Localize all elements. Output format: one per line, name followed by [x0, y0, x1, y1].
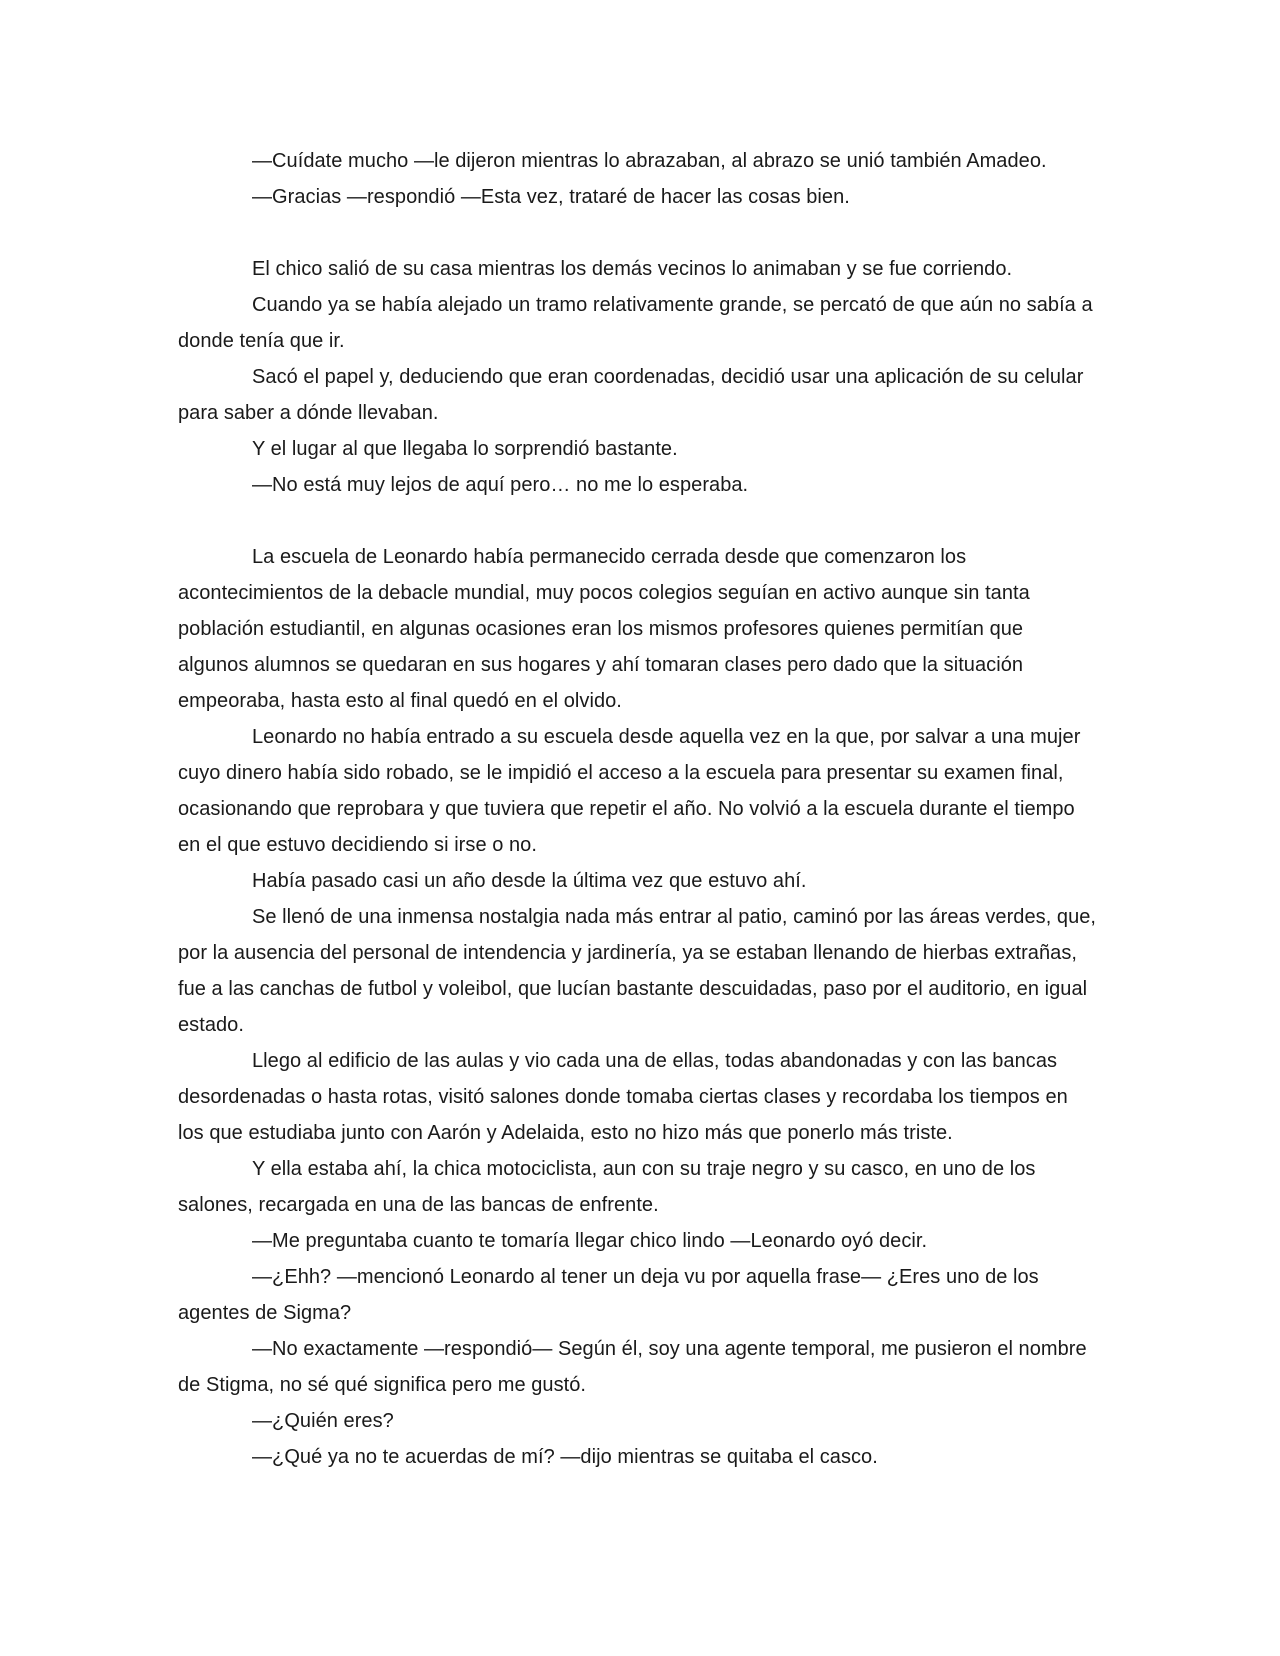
paragraph: Cuando ya se había alejado un tramo relativamente grande, se percató de que aún no sabía a donde tenía que ir.: [178, 294, 1093, 352]
paragraph: Había pasado casi un año desde la última vez que estuvo ahí.: [252, 870, 807, 892]
section-break: [178, 215, 1098, 251]
paragraph: —No exactamente —respondió— Según él, soy una agente temporal, me pusieron el nombre de Stigma, no sé qué significa pero me gustó.: [178, 1338, 1087, 1396]
paragraph: Y ella estaba ahí, la chica motociclista, aun con su traje negro y su casco, en uno de los salones, recargada en una de las bancas de enfrente.: [178, 1158, 1036, 1216]
paragraph: Se llenó de una inmensa nostalgia nada más entrar al patio, caminó por las áreas verdes, que, por la ausencia del personal de intendencia y jardinería, ya se estaban llenando de hierbas extrañas, fue a las canchas de futbol y voleibol, que lucían bastante descuidadas, paso por el auditorio, en igual estado.: [178, 906, 1097, 1036]
paragraph: —¿Ehh? —mencionó Leonardo al tener un deja vu por aquella frase— ¿Eres uno de los agentes de Sigma?: [178, 1266, 1039, 1324]
paragraph: La escuela de Leonardo había permanecido cerrada desde que comenzaron los acontecimientos de la debacle mundial, muy pocos colegios seguían en activo aunque sin tanta población estudiantil, en algunas ocasiones eran los mismos profesores quienes permitían que algunos alumnos se quedaran en sus hogares y ahí tomaran clases pero dado que la situación empeoraba, hasta esto al final quedó en el olvido.: [178, 546, 1030, 712]
body-text: [178, 143, 1098, 1475]
paragraph: —¿Quién eres?: [252, 1410, 394, 1432]
paragraph: —Gracias —respondió —Esta vez, trataré de hacer las cosas bien.: [252, 186, 850, 208]
paragraph: Y el lugar al que llegaba lo sorprendió bastante.: [252, 438, 678, 460]
section-break: [178, 503, 1098, 539]
paragraph: —Cuídate mucho —le dijeron mientras lo abrazaban, al abrazo se unió también Amadeo.: [252, 150, 1047, 172]
paragraph: —No está muy lejos de aquí pero… no me lo esperaba.: [252, 474, 749, 496]
paragraph: Llego al edificio de las aulas y vio cada una de ellas, todas abandonadas y con las bancas desordenadas o hasta rotas, visitó salones donde tomaba ciertas clases y recordaba los tiempos en los que estudiaba junto con Aarón y Adelaida, esto no hizo más que ponerlo más triste.: [178, 1050, 1068, 1144]
paragraph: El chico salió de su casa mientras los demás vecinos lo animaban y se fue corriendo.: [252, 258, 1013, 280]
paragraph: —Me preguntaba cuanto te tomaría llegar chico lindo —Leonardo oyó decir.: [252, 1230, 928, 1252]
paragraph: Leonardo no había entrado a su escuela desde aquella vez en la que, por salvar a una mujer cuyo dinero había sido robado, se le impidió el acceso a la escuela para presentar su examen final, ocasionando que reprobara y que tuviera que repetir el año. No volvió a la escuela durante el tiempo en el que estuvo decidiendo si irse o no.: [178, 726, 1081, 856]
paragraph: Sacó el papel y, deduciendo que eran coordenadas, decidió usar una aplicación de su celular para saber a dónde llevaban.: [178, 366, 1084, 424]
paragraph: —¿Qué ya no te acuerdas de mí? —dijo mientras se quitaba el casco.: [252, 1446, 878, 1468]
